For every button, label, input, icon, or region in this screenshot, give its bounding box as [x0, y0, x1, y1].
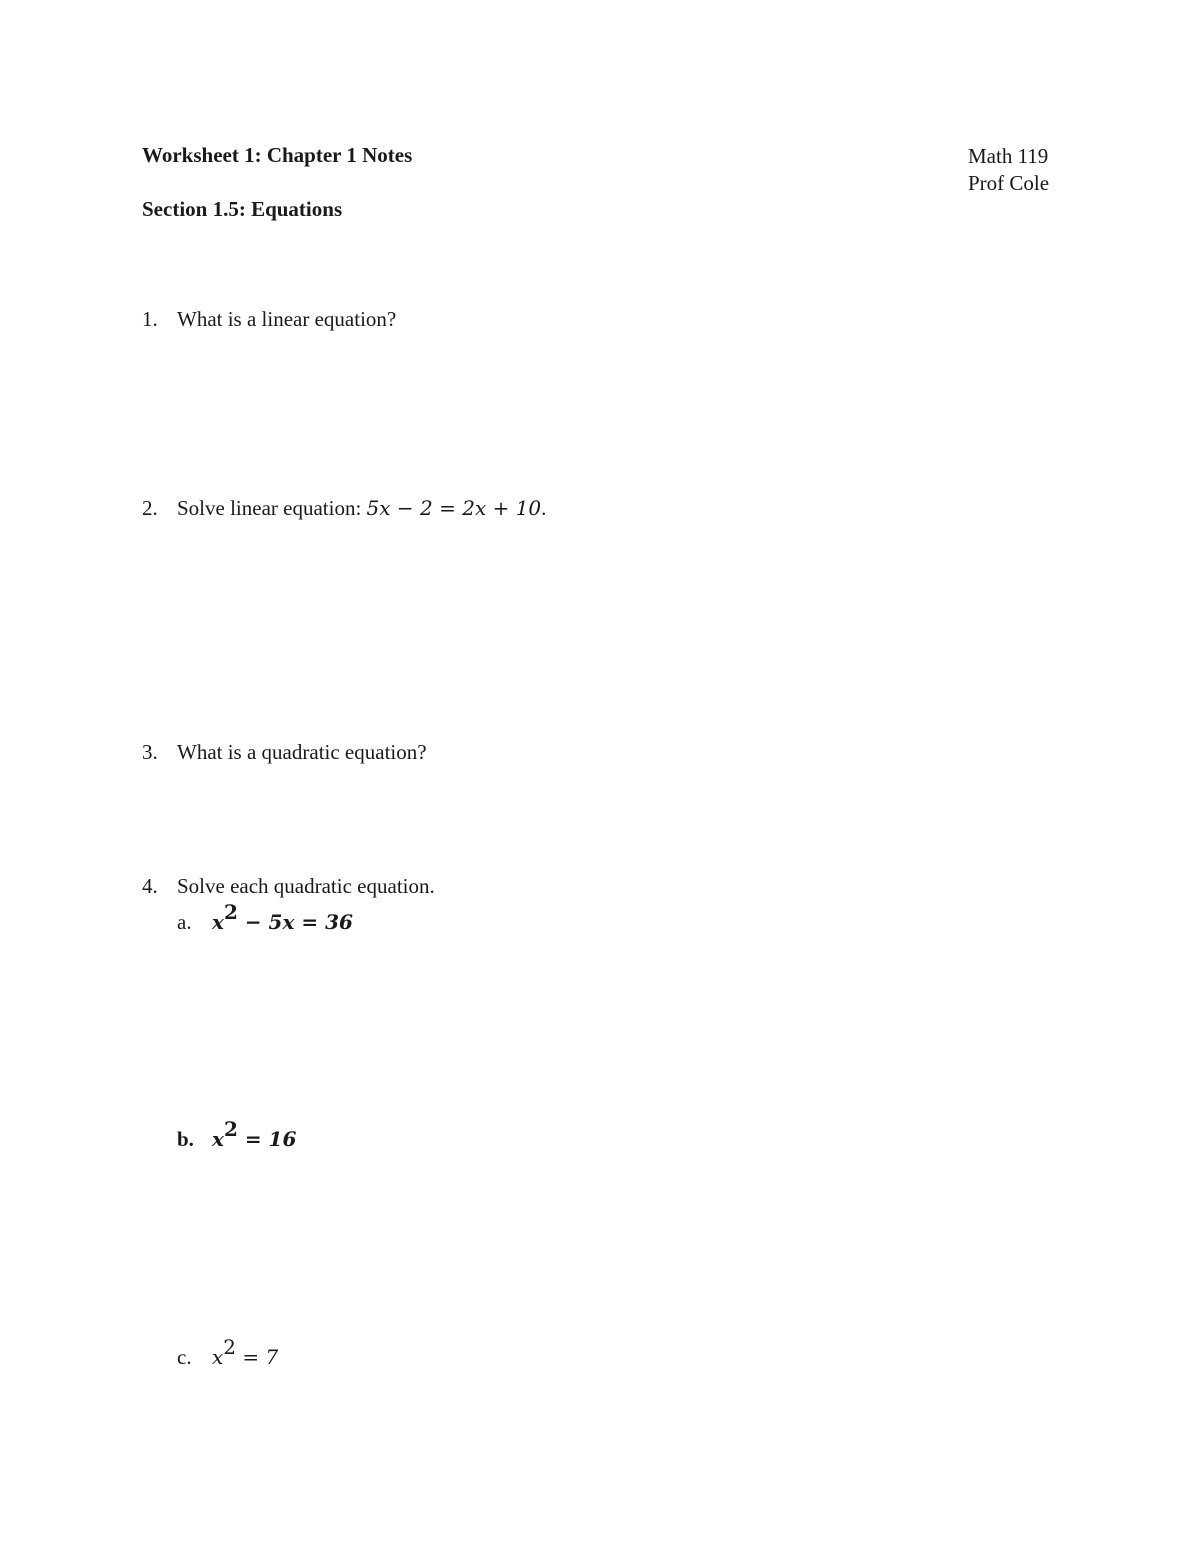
worksheet-title: Worksheet 1: Chapter 1 Notes: [142, 143, 413, 167]
question-number: 4.: [142, 874, 158, 898]
subpart-label: b.: [177, 1127, 194, 1151]
course-name: Math 119: [968, 144, 1049, 168]
linear-equation: 5x − 2 = 2x + 10: [366, 496, 542, 520]
equation-rest: = 16: [237, 1127, 297, 1151]
question-3: [142, 740, 427, 765]
subpart-c: [177, 1337, 278, 1370]
question-text: Solve each quadratic equation.: [177, 874, 435, 898]
question-text: Solve linear equation:: [177, 496, 367, 520]
question-2: [142, 496, 546, 521]
equation-exponent: 2: [223, 1117, 238, 1141]
equation-rest: − 5x = 36: [237, 910, 353, 934]
question-1: [142, 307, 396, 332]
question-text: What is a linear equation?: [177, 307, 397, 331]
subpart-label: a.: [177, 910, 192, 934]
equation-exponent: 2: [223, 1335, 237, 1359]
course-info: [968, 143, 1049, 197]
question-number: 2.: [142, 496, 158, 520]
subpart-b: [177, 1119, 296, 1152]
question-number: 3.: [142, 740, 158, 764]
section-heading: Section 1.5: Equations: [142, 197, 343, 221]
question-4: [142, 874, 435, 899]
subpart-a: [177, 902, 353, 935]
equation-exponent: 2: [223, 900, 238, 924]
equation-variable: x: [212, 910, 224, 934]
equation-variable: x: [212, 1127, 224, 1151]
question-number: 1.: [142, 307, 158, 331]
question-period: .: [541, 496, 547, 520]
subpart-label: c.: [177, 1345, 192, 1369]
equation-rest: = 7: [236, 1345, 279, 1369]
question-text: What is a quadratic equation?: [177, 740, 427, 764]
equation-variable: x: [212, 1345, 224, 1369]
instructor-name: Prof Cole: [968, 171, 1050, 195]
